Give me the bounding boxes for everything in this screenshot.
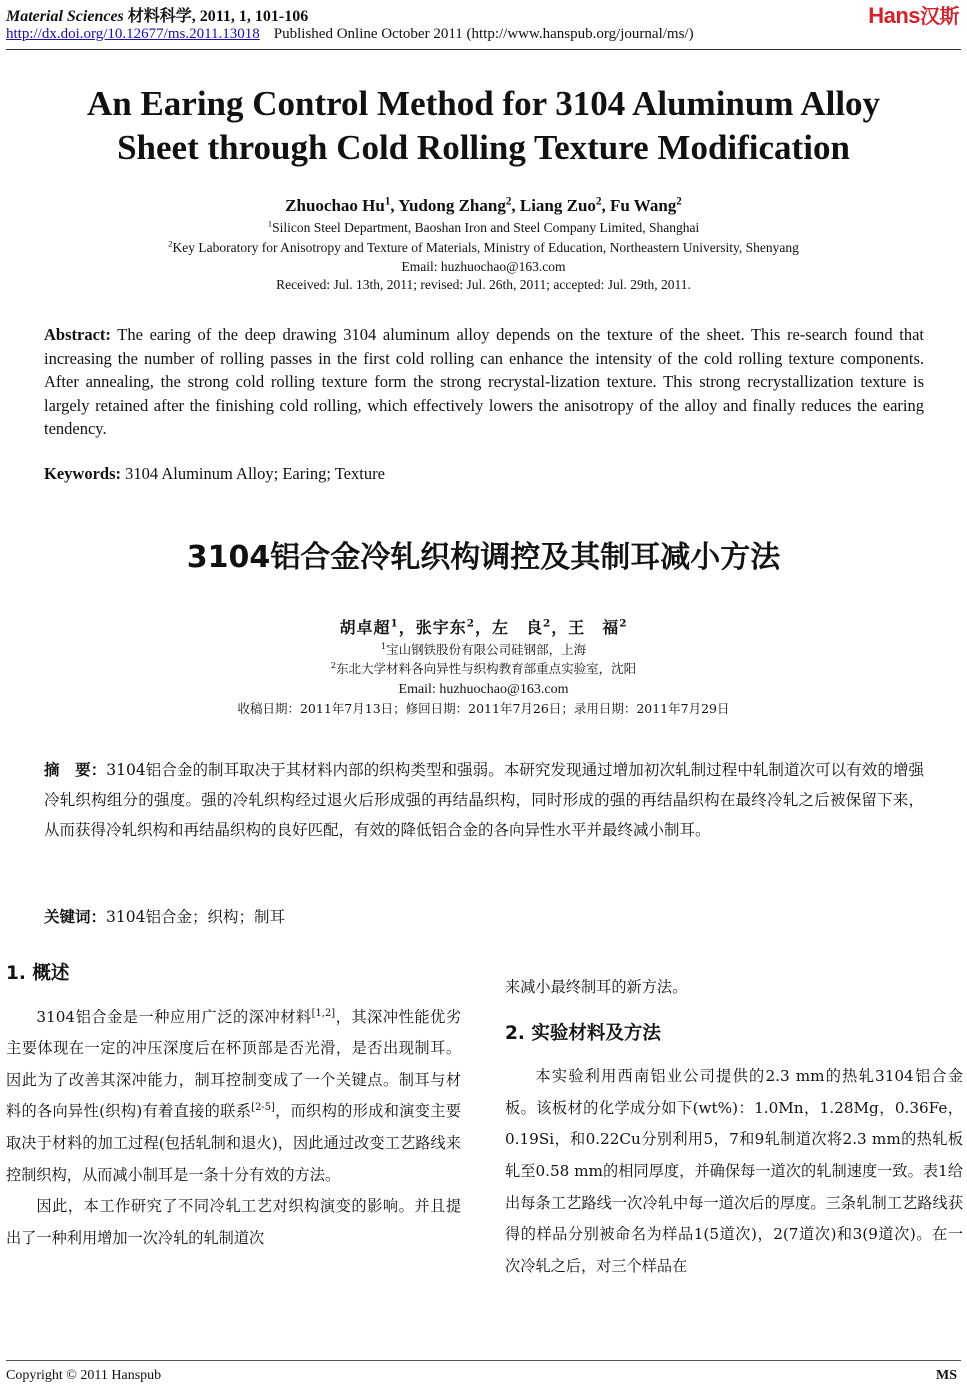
email-cn: Email: huzhuochao@163.com — [398, 682, 569, 697]
body-right-column — [505, 972, 963, 1282]
affiliation-cn-2: $^2$东北大学材料各向异性与织构教育部重点实验室，沈阳 — [330, 659, 637, 676]
keywords-en: Keywords: 3104 Aluminum Alloy; Earing; Texture — [44, 464, 385, 483]
abstract-en: Abstract: The earing of the deep drawing 3104 aluminum alloy depends on the texture of the sheet. This re-search found that increasing the number of rolling passes in the first cold rolling can enhance the intensity of the cold rolling texture components. After annealing, the strong cold rolling texture form the strong recrystal-lization texture. This strong recrystallization texture is largely retained after the finishing cold rolling, which effectively lowers the anisotropy of the alloy and finally reduces the earing tendency. — [44, 325, 924, 438]
section-1-title: 1. 概述 — [6, 963, 70, 984]
dates-cn: 收稿日期：2011年7月13日；修回日期：2011年7月26日；录用日期：2011年7月29日 — [237, 701, 730, 716]
paragraph-1: 3104铝合金是一种应用广泛的深冲材料[1,2]，其深冲性能优劣主要体现在一定的冲压深度后在杯顶部是否光滑，是否出现制耳。因此为了改善其深冲能力，制耳控制变成了一个关键点。制耳与材料的各向异性(织构)有着直接的联系[2-5]，而织构的形成和演变主要取决于材料的加工过程(包括轧制和退火)，因此通过改变工艺路线来控制织构，从而减小制耳是一条十分有效的方法。 — [6, 1007, 461, 1184]
journal-issue: 材料科学, 2011, 1, 101-106 — [123, 8, 309, 25]
keywords-cn: 关键词：3104铝合金；织构；制耳 — [44, 908, 285, 926]
body-left-column — [6, 958, 461, 1254]
paper-title-en: An Earing Control Method for 3104 Aluminum Alloy Sheet through Cold Rolling Texture Modification — [86, 84, 881, 167]
authors-cn: 胡卓超$^1$，张宇东$^2$，左 良$^2$，王 福$^2$ — [339, 617, 628, 637]
published-online: Published Online October 2011 (http://www.hanspub.org/journal/ms/) — [273, 26, 694, 42]
affiliation-en-2: $^2$Key Laboratory for Anisotropy and Texture of Materials, Ministry of Education, Northeastern University, Shenyang — [168, 238, 799, 255]
header-divider — [6, 49, 961, 50]
abstract-cn-label: 摘 要： — [44, 761, 107, 779]
footer-divider — [6, 1360, 961, 1361]
paragraph-3: 本实验利用西南铝业公司提供的2.3 mm的热轧3104铝合金板。该板材的化学成分如下(wt%)：1.0Mn，1.28Mg，0.36Fe，0.19Si，和0.22Cu分别利用5，7和9轧制道次将2.3 mm的热轧板轧至0.58 mm的相同厚度，并确保每一道次的轧制速度一致。表1给出每条工艺路线一次冷轧中每一道次后的厚度。三条轧制工艺路线获得的样品分别被命名为样品1(5道次)，2(7道次)和3(9道次)。在一次冷轧之后，对三个样品在 — [505, 1067, 963, 1275]
hanspub-logo: Hans汉斯 — [868, 3, 959, 28]
abstract-label: Abstract: — [44, 325, 111, 344]
doi-line — [6, 26, 694, 43]
journal-header — [6, 3, 308, 26]
dates-en: Received: Jul. 13th, 2011; revised: Jul. 26th, 2011; accepted: Jul. 29th, 2011. — [276, 277, 691, 292]
email-en: Email: huzhuochao@163.com — [401, 259, 566, 274]
affiliation-en-1: $^1$Silicon Steel Department, Baoshan Iron and Steel Company Limited, Shanghai — [267, 218, 700, 235]
authors-en: Zhuochao Hu$^1$, Yudong Zhang$^2$, Liang Zuo$^2$, Fu Wang$^2$ — [285, 195, 682, 215]
paper-title-cn: 3104铝合金冷轧织构调控及其制耳减小方法 — [186, 540, 781, 575]
footer-journal-abbr: MS — [936, 1368, 957, 1383]
affiliation-cn-1: $^1$宝山钢铁股份有限公司硅钢部，上海 — [380, 640, 587, 657]
section-2-title: 2. 实验材料及方法 — [505, 1022, 661, 1044]
doi-link[interactable]: http://dx.doi.org/10.12677/ms.2011.13018 — [6, 26, 260, 42]
paragraph-2: 因此，本工作研究了不同冷轧工艺对织构演变的影响。并且提出了一种利用增加一次冷轧的轧制道次 — [6, 1197, 461, 1247]
paragraph-2-continued: 来减小最终制耳的新方法。 — [505, 978, 688, 996]
abstract-cn: 摘 要：3104铝合金的制耳取决于其材料内部的织构类型和强弱。本研究发现通过增加初次轧制过程中轧制道次可以有效的增强冷轧织构组分的强度。强的冷轧织构经过退火后形成强的再结晶织构，同时形成的强的再结晶织构在最终冷轧之后被保留下来，从而获得冷轧织构和再结晶织构的良好匹配，有效的降低铝合金的各向异性水平并最终减小制耳。 — [44, 761, 924, 839]
footer-copyright: Copyright © 2011 Hanspub — [6, 1368, 162, 1383]
journal-name: Material Sciences — [6, 8, 124, 25]
